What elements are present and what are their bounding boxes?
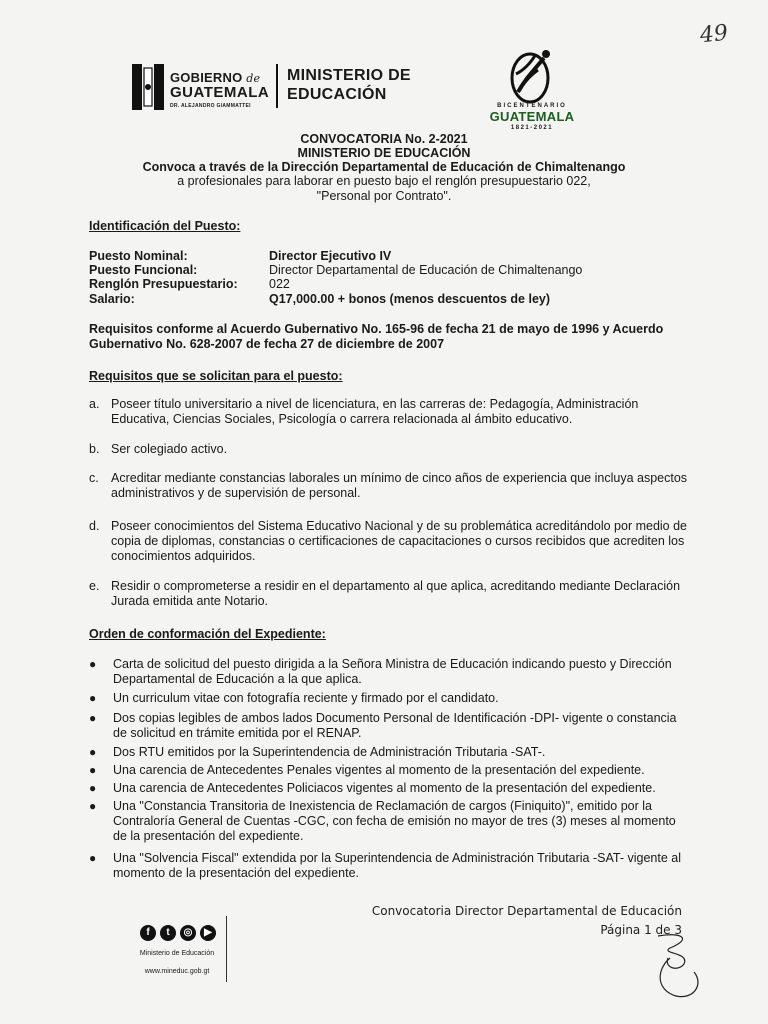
convoca-heading: Convoca a través de la Dirección Departamental de Educación de Chimaltenango (142, 160, 626, 174)
gobierno-label: GOBIERNO (170, 70, 243, 85)
requirement-text: Ser colegiado activo. (111, 442, 228, 456)
bullet-icon: ● (89, 711, 97, 725)
footer-divider (226, 916, 227, 982)
list-item (89, 781, 687, 796)
instagram-icon[interactable]: ◎ (180, 925, 196, 941)
requirement-item (89, 397, 689, 427)
list-item (89, 711, 687, 741)
list-item (89, 691, 687, 706)
field-label: Puesto Nominal: (89, 249, 188, 263)
requirement-item (89, 519, 689, 564)
signature-icon (650, 928, 710, 1003)
field-value: Director Departamental de Educación de Chimaltenango (269, 263, 583, 277)
requirement-item (89, 471, 689, 501)
list-item-text: Dos RTU emitidos por la Superintendencia de Administración Tributaria -SAT-. (113, 745, 546, 759)
bullet-icon: ● (89, 851, 97, 865)
requirement-text: Residir o comprometerse a residir en el departamento al que aplica, acreditando mediante Declaración Jurada emitida ante Notario. (111, 579, 681, 608)
president-label: DR. ALEJANDRO GIAMMATTEI (170, 103, 251, 109)
convocatoria-number: CONVOCATORIA No. 2-2021 (300, 132, 468, 146)
bullet-icon: ● (89, 691, 97, 705)
youtube-icon[interactable]: ▶ (200, 925, 216, 941)
list-item-text: Una carencia de Antecedentes Policiacos vigentes al momento de la presentación del expediente. (113, 781, 656, 795)
facebook-icon[interactable]: f (140, 925, 156, 941)
requirement-letter: c. (89, 471, 99, 485)
field-value: Q17,000.00 + bonos (menos descuentos de ley) (269, 292, 551, 306)
header-divider (276, 64, 278, 108)
requirement-letter: d. (89, 519, 100, 533)
field-label: Renglón Presupuestario: (89, 277, 238, 291)
ministry-name-line1: MINISTERIO DE (287, 67, 411, 84)
handwritten-page-number: 49 (698, 20, 730, 49)
bicentenario-years: 1821-2021 (510, 125, 554, 131)
list-item (89, 657, 687, 687)
bullet-icon: ● (89, 763, 97, 777)
bullet-icon: ● (89, 781, 97, 795)
list-item-text: Una "Constancia Transitoria de Inexistencia de Reclamación de cargos (Finiquito)", emitido por la Contraloría General de Cuentas -CGC, con fecha de emisión no mayor de tres (3) meses al momento de la presentación del expediente. (113, 799, 676, 843)
field-value: 022 (269, 277, 290, 291)
requirements-heading: Requisitos que se solicitan para el puesto: (89, 369, 343, 383)
bicentenario-logo (480, 48, 584, 138)
gobierno-guatemala-logo (130, 60, 272, 114)
field-label: Salario: (89, 292, 135, 306)
twitter-icon[interactable]: t (160, 925, 176, 941)
requirement-item (89, 442, 689, 457)
list-item (89, 851, 687, 881)
list-item-text: Carta de solicitud del puesto dirigida a la Señora Ministra de Educación indicando puesto y Dirección Departamental de Educación a la que aplica. (113, 657, 672, 686)
field-value: Director Ejecutivo IV (269, 249, 392, 263)
legal-reference: Requisitos conforme al Acuerdo Gubernativo No. 165-96 de fecha 21 de mayo de 1996 y Acuerdo Gubernativo No. 628-2007 de fecha 27 de diciembre de 2007 (89, 322, 664, 351)
requirement-text: Poseer título universitario a nivel de licenciatura, en las carreras de: Pedagogía, Administración Educativa, Ciencias Sociales, Psicología o carrera relacionada al ámbito educativo. (111, 397, 639, 426)
guatemala-label: GUATEMALA (170, 84, 270, 101)
bullet-icon: ● (89, 799, 97, 813)
field-puesto-funcional (89, 263, 689, 278)
page-indicator: Página 1 de 3 (600, 923, 682, 937)
list-item-text: Una carencia de Antecedentes Penales vigentes al momento de la presentación del expediente. (113, 763, 645, 777)
bicentenario-label: BICENTENARIO (497, 103, 567, 109)
requirement-letter: b. (89, 442, 100, 456)
field-renglon (89, 277, 689, 292)
footer-info (360, 904, 682, 937)
requirement-letter: e. (89, 579, 100, 593)
guatemala-flag-icon (130, 60, 166, 114)
field-salario (89, 292, 689, 307)
list-item (89, 799, 687, 844)
ministry-name (287, 66, 411, 104)
footer-title: Convocatoria Director Departamental de Educación (371, 904, 682, 918)
gobierno-de-label: de (246, 72, 261, 85)
requirement-letter: a. (89, 397, 100, 411)
bullet-icon: ● (89, 745, 97, 759)
list-item-text: Dos copias legibles de ambos lados Documento Personal de Identificación -DPI- vigente o constancia de solicitud en trámite emitida por el RENAP. (113, 711, 677, 740)
expediente-heading: Orden de conformación del Expediente: (89, 627, 326, 641)
ministry-heading: MINISTERIO DE EDUCACIÓN (297, 146, 471, 160)
requirement-item (89, 579, 689, 609)
field-label: Puesto Funcional: (89, 263, 198, 277)
subtitle-line-2: "Personal por Contrato". (316, 189, 452, 203)
social-links (140, 925, 220, 943)
list-item-text: Un curriculum vitae con fotografía reciente y firmado por el candidato. (113, 691, 499, 705)
identification-heading: Identificación del Puesto: (89, 219, 241, 233)
subtitle-line: a profesionales para laborar en puesto bajo el renglón presupuestario 022, (177, 174, 591, 188)
list-item-text: Una "Solvencia Fiscal" extendida por la Superintendencia de Administración Tributaria -SAT- vigente al momento de la presentación del expediente. (113, 851, 681, 880)
footer-website-link[interactable]: www.mineduc.gob.gt (144, 968, 210, 975)
list-item (89, 745, 687, 760)
list-item (89, 763, 687, 778)
ministry-name-line2: EDUCACIÓN (287, 86, 387, 103)
requirement-text: Poseer conocimientos del Sistema Educativo Nacional y de su problemática acreditándolo por medio de copia de diplomas, constancias o certificaciones de capacitaciones o cursos recibidos que acrediten los conocimientos adquiridos. (111, 519, 688, 563)
bicentenario-name: GUATEMALA (489, 109, 575, 124)
bullet-icon: ● (89, 657, 97, 671)
footer-ministry: Ministerio de Educación (139, 950, 215, 957)
field-puesto-nominal (89, 249, 689, 264)
requirement-text: Acreditar mediante constancias laborales un mínimo de cinco años de experiencia que incluya aspectos administrativos y de supervisión de personal. (111, 471, 688, 500)
quetzal-emblem-icon (508, 48, 556, 104)
